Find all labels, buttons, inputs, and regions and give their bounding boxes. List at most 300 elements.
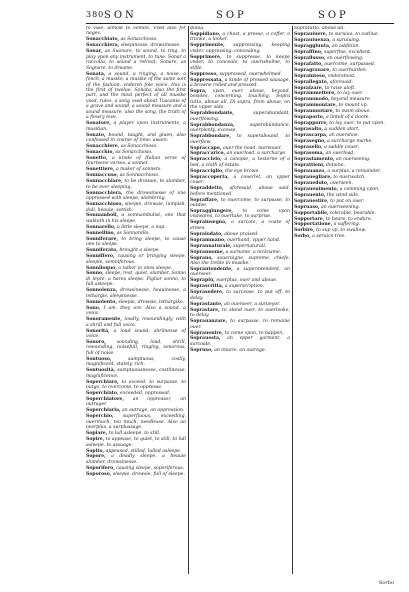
dictionary-entry (190, 308, 290, 319)
definition: brought a sleepe. (117, 248, 160, 254)
definition: ouercome, surpassed. (322, 61, 376, 67)
definition: causing sleepe, soporiferous. (114, 465, 185, 471)
definition: a deadly sleepe, a heauie slumber, drowsinesse. (86, 454, 186, 465)
dictionary-entry (294, 68, 394, 73)
headword: Sopra, (190, 88, 207, 94)
definition: an addition. (330, 43, 360, 49)
headword: Soprabbondare, (190, 134, 231, 140)
headword: Sopire, (86, 437, 105, 443)
definition: as Sonacchioso. (114, 149, 153, 155)
headword: Sopraffare, (190, 197, 219, 203)
dictionary-entry (86, 300, 186, 305)
column-divider (292, 26, 293, 574)
dictionary-entry (86, 368, 186, 379)
headword: Sopralodato, (190, 231, 223, 237)
dictionary-entry (86, 150, 186, 155)
headword: Soprannome, (190, 249, 225, 255)
definition: an ouerflowing. (325, 55, 364, 61)
dictionary-entry (190, 43, 290, 54)
dictionary-entry (86, 225, 186, 230)
dictionary-entry (86, 213, 186, 224)
headword: Soperchiare, (86, 379, 119, 385)
definition: a suffering. (332, 222, 361, 228)
headword: Sopragrauare, (294, 67, 331, 73)
dictionary-entry (86, 306, 186, 317)
dictionary-entry (190, 175, 290, 186)
definition: vpon, ouer, aboue, beyond, besides, concerning, touching. Sopra tutto, aboue all. Di sopra, from aboue, on the vpper side. (190, 88, 290, 111)
dictionary-entry (86, 179, 186, 190)
headword: Soppressata, (190, 77, 223, 83)
headword: Sonacchio, (86, 149, 115, 155)
headword: Soprauestire, (294, 198, 329, 204)
dictionary-entry (190, 290, 290, 301)
headword: Soprabbondanza, (190, 122, 235, 128)
headword: Soperchio, (86, 414, 114, 420)
dictionary-entry (86, 254, 186, 265)
definition: a surcote, a coate of armes. (190, 220, 290, 231)
definition: vnderstood. (326, 73, 356, 79)
headword: Soprasello, (294, 145, 323, 151)
dictionary-entry (86, 391, 186, 396)
headword: Soprasoma, (294, 151, 325, 157)
headword: Soprasedere, (190, 290, 224, 296)
dictionary-entry (86, 414, 186, 430)
dictionary-entry (86, 329, 186, 340)
headword: Soprattieni, (294, 162, 325, 168)
dictionary-entry (86, 408, 186, 413)
definition: a surcharge marke. (325, 139, 373, 145)
headword: Sopraccarico, (190, 151, 226, 157)
dictionary-entry (86, 357, 186, 368)
definition: as Sonnacchioso. (118, 173, 160, 179)
definition: supernaturall. (231, 243, 267, 249)
definition: to sup vp, to swallow. (314, 228, 367, 234)
dictionary-entry (294, 139, 394, 144)
headword: Sontuosità, (86, 368, 116, 374)
dictionary-entry (190, 72, 290, 77)
dictionary-entry: dunia. (190, 26, 205, 31)
definition: an iniurie, an outrage. (212, 347, 267, 353)
definition: a couerlet, an vpper couer. (190, 174, 290, 186)
dictionary-entry (190, 78, 290, 89)
definition: sounding, loud, shrill, resounding, noisefull, ringing, sonorous, full of noise. (86, 339, 186, 356)
dictionary-entry: fo vsse, almost to vomite. Vsed also for nages. (86, 26, 186, 37)
dictionary-entry (294, 62, 394, 67)
headword: Soprauento, (294, 192, 326, 198)
headword: Sono, (86, 305, 101, 311)
headword: Soprauanzo, (294, 168, 326, 174)
column-3 (294, 26, 394, 574)
headword: Soprauegliare, (294, 174, 332, 180)
dictionary-entry (294, 199, 394, 204)
definition: an outrage, an oppression. (120, 408, 185, 414)
definition: the drowsinesse of one oppressed with sleepe, slumbring. (86, 190, 186, 202)
definition: a surplus, a remainder. (325, 168, 382, 174)
headword: Sopore, (86, 454, 106, 460)
catchword: Sorbo (378, 580, 394, 586)
definition: a superscription. (223, 284, 265, 290)
dictionary-entry (294, 50, 394, 55)
dictionary-entry (190, 220, 290, 231)
dictionary-entry (190, 336, 290, 347)
dictionary-entry (86, 472, 186, 477)
dictionary-entry (294, 38, 394, 43)
dictionary-entry (86, 167, 186, 172)
definition: beyond measure. (329, 97, 371, 103)
definition: ouerhand, vpper hand. (225, 237, 281, 243)
dictionary-entry (190, 238, 290, 243)
definition: a chest, a presse, a coffer, a trunke, a locker. (190, 31, 290, 43)
headword: Soprainteso, (294, 73, 327, 79)
definition: to come vpon, to happen. (223, 330, 284, 336)
running-head-1: SON (104, 10, 137, 21)
definition: a canopie, a testerne of a bed, a cloth of estate. (190, 157, 290, 168)
dictionary-entry (86, 397, 186, 408)
dictionary-entry (190, 302, 290, 307)
headword: Sopraggiungere, (190, 209, 233, 214)
definition: to stand ouer, to ouerlooke, to delay. (190, 307, 290, 319)
dictionary-entry (294, 211, 394, 216)
headword: Sopraporto, (294, 115, 325, 121)
definition: to surpasse, to remaine ouer. (190, 319, 290, 330)
headword: Sopralzare, (294, 85, 324, 91)
headword: Sorbo, (294, 234, 311, 240)
headword: Sopportatione, (294, 222, 333, 228)
headword: Sonoramente, (86, 317, 122, 323)
definition: a maker of sonnets. (114, 167, 162, 173)
definition: to suppresse, to keepe vnder, to conceale, to ouerwhelme, to stifle. (190, 54, 290, 71)
headword: Soprauesta, (190, 336, 221, 342)
headword: Soprauenire, (190, 330, 224, 336)
definition: to lay ouer, to put vpon. (327, 121, 385, 127)
dictionary-entry (190, 55, 290, 71)
definition: detaine. (324, 162, 345, 168)
headword: Sopraueduto, (294, 180, 329, 186)
dictionary-entry (294, 121, 394, 126)
dictionary-entry (190, 89, 290, 111)
headword: Sonetto, (86, 155, 108, 161)
dictionary-entry (86, 380, 186, 391)
dictionary-entry (294, 109, 394, 114)
dictionary-entry (294, 74, 394, 79)
definition: bound, taught, and giuen, also confessed in course of time, aware. (86, 132, 186, 144)
definition: aforesaid. (328, 79, 353, 85)
definition: aboue praised. (222, 231, 259, 237)
headword: Sonnolenza, (86, 288, 118, 294)
headword: Soprapiù, (190, 278, 215, 284)
headword: Soprantendente, (190, 267, 233, 273)
headword: Soperchiaria, (86, 408, 121, 414)
definition: an ouerseeing. (334, 156, 371, 162)
definition: a surname, a nickname. (224, 249, 282, 255)
dictionary-entry (294, 44, 394, 49)
dictionary-entry (86, 156, 186, 167)
dictionary-entry (86, 144, 186, 149)
headword: Soprastare, (190, 307, 220, 313)
definition: a sound, a ringing, a noise, a fonch, a musike, a musike of the same sort of the fashion, vndersh fole voice, this is the first of twelue. Sonata, also the first part, and the most perfect of all musike vsed, rules, a song vsed about Tuscanie of a grave and sound, a sound measure and a sound measure, also the song, the truth of a flowry love. (86, 71, 186, 121)
definition: as Suonare, to sound, to ring, to play vpon any instrument, to tune. Sonar a raccolta, to sound a retreat. Sonare, as Sognare, to dreame. (86, 49, 186, 71)
dictionary-entry (86, 248, 186, 253)
definition: to appease, to quiet, to still, to lull asleepe, to assuage. (86, 437, 186, 448)
definition: to mount vp. (337, 103, 369, 109)
definition: an oppressor, an outrager. (86, 396, 186, 408)
definition: sleepinesse, drowsinesse. (119, 43, 181, 49)
dictionary-entry (86, 340, 186, 356)
dictionary-entry (86, 431, 186, 436)
headword: Sopprimere, (190, 54, 222, 60)
definition: causing or bringing sleepe, sleepie, somniferous. (86, 254, 186, 265)
definition: to ouerburden. (330, 67, 368, 73)
page-number: 380 (86, 10, 105, 19)
dictionary-entry (86, 133, 186, 144)
dictionary-entry (86, 191, 186, 202)
definition: a comming vpon. (338, 186, 380, 192)
definition: soueraigne, supreme, chiefe. Also the treble in musike. (190, 255, 290, 267)
dictionary-entry (294, 234, 394, 239)
headword: Sonata, (86, 71, 106, 77)
headword: Soprammontare, (294, 103, 338, 109)
headword: Sopruso, (190, 347, 213, 353)
dictionary-entry: Sopratutto, aboue all. (294, 26, 345, 31)
headword: Sopraflusso, (294, 55, 326, 61)
dictionary-entry (294, 181, 394, 186)
definition: an ouerweening. (319, 204, 361, 210)
dictionary-entry (294, 145, 394, 150)
headword: Soprammano, (190, 237, 226, 243)
definition: loudly, resoundingly, with a shrill and full voice. (86, 317, 186, 328)
headword: Sopportare, (294, 216, 325, 222)
definition: a little sleepe, a nap. (115, 224, 166, 230)
headword: Sopraddetto, (190, 186, 224, 192)
definition: sumptuousnesse, costlinesse, magnificence. (86, 368, 186, 379)
headword: Soprano, (190, 255, 213, 261)
dictionary-entry (190, 232, 290, 237)
definition: a sudden start. (323, 127, 360, 133)
headword: Soprabbondante, (190, 111, 234, 117)
definition: the wind side. (325, 192, 360, 198)
headword: Sonacchiato, (86, 37, 120, 43)
dictionary-entry (86, 317, 186, 328)
definition: as Sonacchioso. (119, 37, 158, 43)
definition: to lull asleepe, to still. (107, 431, 161, 437)
definition: to ouerwatch. (331, 174, 366, 180)
definition: a somnambulist, one that walketh in his sleepe. (86, 213, 186, 224)
header-rule (86, 23, 394, 24)
dictionary-entry (190, 186, 290, 197)
headword: Soporoso, (86, 471, 112, 477)
column-divider (188, 26, 189, 574)
headword: Soprauenimento, (294, 186, 339, 192)
definition: to swim aboue. (334, 109, 371, 115)
headword: Soprastante, (190, 301, 223, 307)
definition: appeased, stilled, lulled asleepe. (104, 448, 182, 454)
headword: Sopraccoperta, (190, 174, 229, 180)
definition: sleepie, drowsie, lethargike. (116, 299, 185, 305)
headword: Soprauiuere, (294, 31, 328, 37)
dictionary-entry (294, 151, 394, 156)
definition: to exceed, to surpasse, to outgo, to overcome, to oppresse. (86, 379, 186, 391)
dictionary-entry (294, 169, 394, 174)
definition: tolerable, bearable. (328, 210, 376, 216)
headword: Sonacchiere, (86, 144, 120, 150)
headword: Sonacchiera, (86, 43, 120, 49)
headword: Sopportabile, (294, 210, 329, 216)
definition: a player vpon instruments, a musitian. (86, 121, 186, 132)
headword: Soperchiato, (86, 391, 119, 396)
headword: Sonoro, (86, 339, 106, 345)
definition: superabundance, ouerplenty, excesse. (190, 122, 290, 134)
definition: to lay ouer. (335, 91, 364, 97)
headword: Soprascarpa, (294, 133, 328, 139)
dictionary-entry (190, 209, 290, 220)
headword: Soperchiatore, (86, 396, 124, 402)
definition: to superabound, to ouerflow. (190, 134, 290, 145)
headword: Sonnamboli, (86, 213, 119, 219)
headword: Sonniferato, (86, 248, 118, 254)
headword: Soppidiano, (190, 31, 221, 37)
definition: to surcease, to put off, to delay. (190, 290, 290, 301)
headword: Sonnarello, (86, 224, 116, 230)
headword: Sopito, (86, 448, 105, 454)
headword: Sopraccielo, (190, 157, 222, 163)
running-head-3: SOP (318, 10, 349, 21)
definition: sleepie, drowsie, lumpish, dull, heauie, sottish. (86, 202, 186, 213)
headword: Sonato, (86, 132, 106, 138)
headword: Soprauanzare, (190, 319, 228, 325)
headword: Soprafatto, (294, 61, 323, 67)
definition: an ouershoe. (327, 133, 360, 139)
dictionary-entry (294, 127, 394, 132)
definition: suppressed, ouerwhelmed. (217, 71, 283, 77)
definition: exceeded, oppressed. (118, 391, 171, 396)
definition: an vpper garment, a surcoate. (190, 336, 290, 347)
dictionary-entry (190, 256, 290, 267)
page-header (86, 10, 394, 24)
dictionary-entry (86, 237, 186, 248)
dictionary-entry (294, 80, 394, 85)
definition: a saddle couer. (322, 145, 360, 151)
definition: to put on ouer. (328, 198, 365, 204)
dictionary-entry (86, 43, 186, 48)
definition: aforesaid, aboue said, before mentioned. (190, 186, 290, 197)
headword: Soprannaturale, (190, 243, 232, 249)
dictionary-entry (190, 267, 290, 278)
definition: an ouerseer, a surueyor. (222, 301, 281, 307)
dictionary-entry (294, 157, 394, 162)
dictionary-entry (86, 271, 186, 287)
headword: Sonnolento, (86, 299, 117, 305)
definition: an ouerload. (324, 151, 355, 157)
dictionary-entry (294, 193, 394, 198)
dictionary-entry (190, 123, 290, 134)
headword: Soprannuotare, (294, 109, 335, 115)
dictionary-entry (190, 319, 290, 330)
definition: the eye-browe. (223, 168, 260, 174)
dictionary-entry (86, 288, 186, 299)
dictionary-entry (190, 32, 290, 43)
dictionary-entry (294, 32, 394, 37)
definition: a seruice tree. (310, 234, 346, 240)
dictionary-entry (86, 49, 186, 71)
headword: Soprapporre, (294, 121, 328, 127)
definition: suppressing, keeping vnder, oppressing, concealing. (190, 43, 290, 54)
headword: Soporifero, (86, 465, 115, 471)
headword: Sopraccapo, (190, 145, 222, 151)
dictionary-entry (86, 202, 186, 213)
headword: Sopruaso, (294, 204, 320, 210)
headword: Sopiare, (86, 431, 108, 437)
definition: a lintell of a doore. (324, 115, 370, 121)
headword: Sorbire, (294, 228, 315, 234)
headword: Soprammettere, (294, 91, 336, 97)
dictionary-entry (86, 454, 186, 465)
headword: Soprasalto, (294, 127, 324, 133)
definition: I am, they are. Also a sound, a voice. (86, 305, 186, 317)
dictionary-entry (190, 134, 290, 145)
definition: superabundant, ouerflowing. (190, 111, 290, 122)
dictionary-entry (190, 157, 290, 168)
definition: a suruiuing. (330, 37, 361, 43)
dictionary-entry (86, 121, 186, 132)
dictionary-entry (190, 111, 290, 122)
headword: Sonniffero, (86, 254, 115, 260)
headword: Soprallegato, (294, 79, 329, 85)
definition: ouerplus, ouer and aboue. (214, 278, 278, 284)
definition: to raise aloft. (323, 85, 356, 91)
definition: to beare, to endure. (324, 216, 373, 222)
headword: Soprascritta, (190, 284, 224, 290)
headword: Sonnacchioso, (86, 202, 124, 208)
dictionary-entry (294, 163, 394, 168)
definition: an ouerload, a surcharge. (225, 151, 287, 157)
definition: to ouercome, to surpasse, to outdoe. (190, 197, 290, 209)
dictionary-entry (294, 205, 394, 210)
dictionary-entry (86, 437, 186, 448)
dictionary-entry (190, 348, 290, 353)
definition: sleepie, drowsie, full of sleepe. (111, 471, 185, 477)
headword: Sonnellino, (86, 230, 116, 236)
definition: a superintendent, an ouerseer. (190, 267, 290, 278)
headword: Soprammodo, (294, 97, 330, 103)
headword: Sonorità, (86, 328, 110, 334)
headword: Soppresso, (190, 71, 218, 77)
dictionary-entry (294, 133, 394, 138)
headword: Sonettiere, (86, 167, 115, 173)
definition: drowsinesse, heauinesse, a lethargie, sleepinesse. (86, 288, 186, 299)
dictionary-entry (294, 175, 394, 180)
definition: sleepe, rest, quiet, slumber. Sonno di lepre, a hares sleepe. Pigliar sonno, to fall asleepe. (86, 271, 186, 288)
column-2 (190, 26, 290, 574)
headword: Soprainsegna, (190, 220, 227, 226)
dictionary-entry (190, 250, 290, 255)
dictionary-entry (294, 115, 394, 120)
headword: Sonatore, (86, 121, 111, 127)
dictionary-entry (86, 72, 186, 121)
dictionary-entry (86, 173, 186, 178)
definition: to bring sleepe, to cause one to sleepe. (86, 236, 186, 248)
dictionary-entry (86, 466, 186, 471)
definition: a kinde of Italian verse of fourteene verses, a sonnet. (86, 155, 186, 167)
dictionary-entry (294, 56, 394, 61)
headword: Sonnacchiera, (86, 190, 123, 196)
definition: superfine, excellent. (322, 49, 372, 55)
headword: Soprastamento, (294, 156, 335, 162)
dictionary-entry (86, 231, 186, 236)
headword: Sonnacchiare, (86, 179, 123, 185)
definition: as Sonacchioso. (119, 144, 158, 150)
headword: Sonno, (86, 271, 104, 277)
definition: a loud sound, shrilnesse of voice. (86, 328, 186, 339)
